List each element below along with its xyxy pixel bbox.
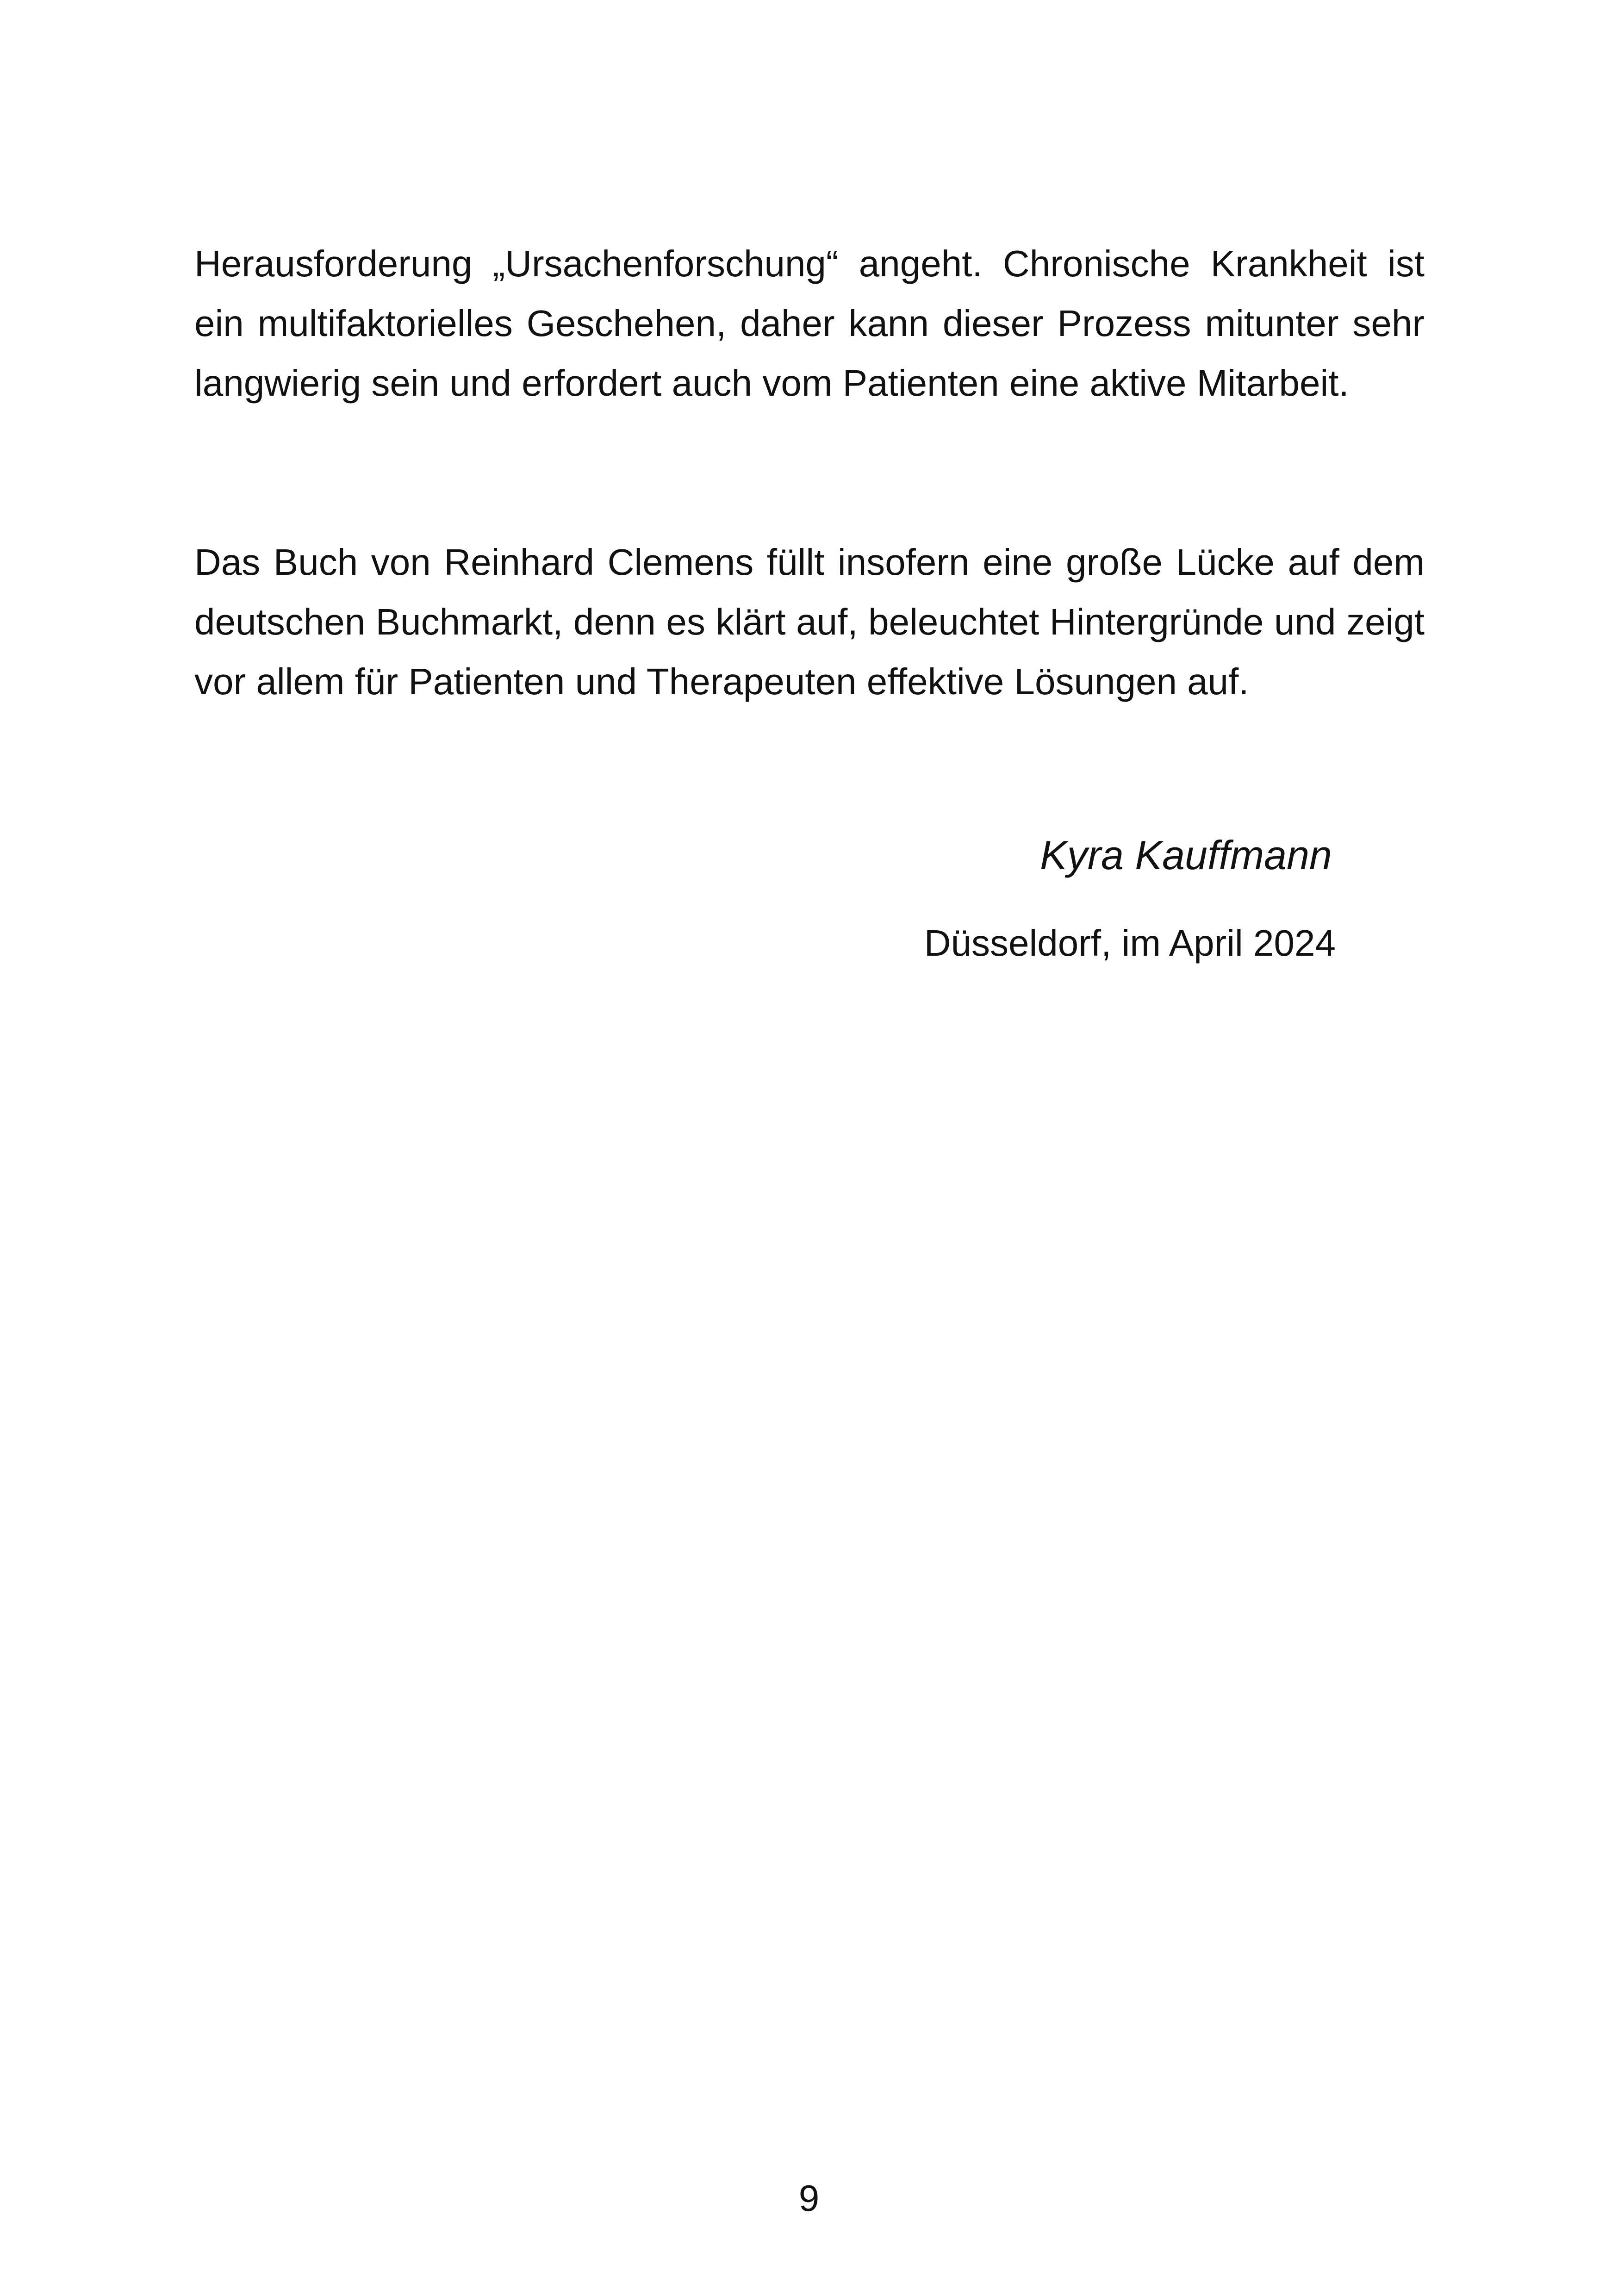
page-number: 9 [798, 2178, 820, 2219]
author-signature: Kyra Kauffmann [1040, 832, 1332, 878]
paragraph-text: Herausforderung „Ursachenforschung“ angeht. Chronische Krankheit ist ein multifaktorielles Geschehen, daher kann dieser Prozess mitunter sehr langwierig sein und erfordert auch vom Patienten eine aktive Mitarbeit. [194, 243, 1425, 404]
body-paragraph-1 [194, 234, 1425, 413]
body-paragraph-2 [194, 532, 1425, 711]
paragraph-text: Das Buch von Reinhard Clemens füllt insofern eine große Lücke auf dem deutschen Buchmarkt, denn es klärt auf, beleuchtet Hintergründe und zeigt vor allem für Patienten und Therapeuten effektive Lösungen auf. [194, 541, 1425, 702]
place-and-date: Düsseldorf, im April 2024 [924, 922, 1336, 964]
